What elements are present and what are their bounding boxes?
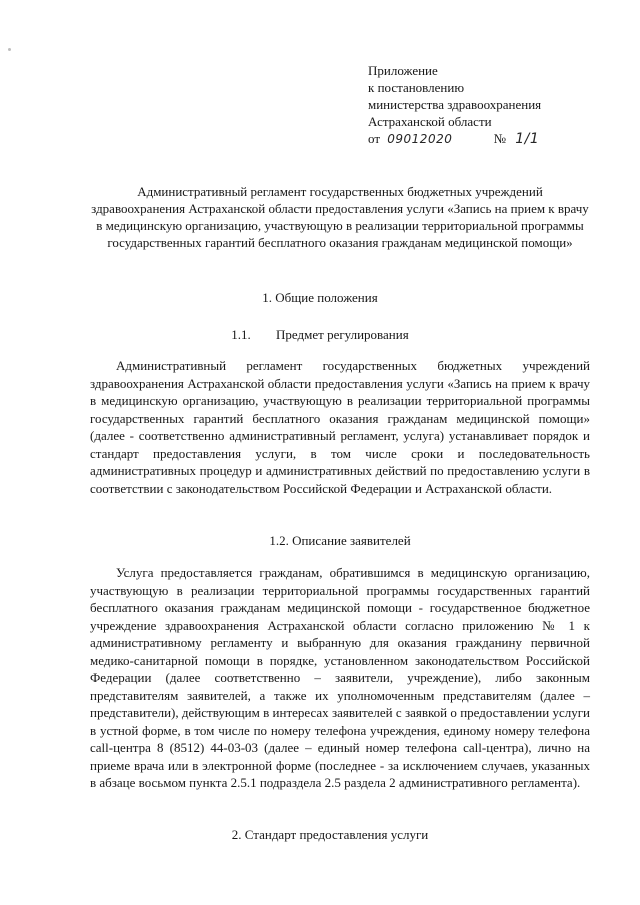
stamp-line-3: министерства здравоохранения: [368, 97, 542, 112]
stamp-date-number-line: [368, 130, 598, 150]
stamp-line-4: Астраханской области: [368, 114, 492, 129]
handwritten-date: 09012020: [387, 132, 453, 146]
scan-speck: [8, 48, 11, 51]
handwritten-number: 1/1: [515, 131, 540, 147]
approval-stamp: [368, 62, 598, 150]
stamp-from-label: от: [368, 131, 381, 146]
stamp-line-1: Приложение: [368, 63, 438, 78]
paragraph-applicants: Услуга предоставляется гражданам, обратившимся в медицинскую организацию, участвующую в реализации территориальной программы государственных гарантий бесплатного оказания гражданам медицинской помощи - государственное бюджетное учреждение здравоохранения Астраханской области согласно приложению № 1 к административному регламенту и выбранную для оказания гражданину первичной медико-санитарной помощи в порядке, установленном законодательством Российской Федерации (далее соответственно – заявители, учреждение), либо законным представителям заявителей, а также их уполномоченным представителям (далее – представители), действующим в интересах заявителей с заявкой о предоставлении услуги в устной форме, в том числе по номеру телефона учреждения, единому номеру телефона call-центра 8 (8512) 44-03-03 (далее – единый номер телефона call-центра), лично на приеме врача или в электронной форме (последнее - за исключением случаев, указанных в абзаце восьмом пункта 2.5.1 подраздела 2.5 раздела 2 административного регламента).: [90, 565, 590, 790]
subsection-1-1-number: 1.1.: [231, 327, 251, 342]
stamp-number-label: №: [493, 131, 506, 146]
section-2-heading: 2. Стандарт предоставления услуги: [231, 827, 429, 842]
subsection-1-2-heading: 1.2. Описание заявителей: [269, 533, 411, 548]
paragraph-regulation-subject: Административный регламент государственных бюджетных учреждений здравоохранения Астраханской области предоставления услуги «Запись на прием к врачу в медицинскую организацию, участвующую в реализации территориальной программы государственных гарантий бесплатного оказания гражданам медицинской помощи» (далее - соответственно административный регламент, услуга) устанавливает порядок и стандарт предоставления услуги, в том числе сроки и последовательность административных процедур и административных действий по предоставлению услуги в соответствии с законодательством Российской Федерации и Астраханской области.: [90, 358, 590, 496]
subsection-1-1-title: Предмет регулирования: [276, 327, 409, 342]
section-1-heading: 1. Общие положения: [262, 290, 378, 305]
document-title: Административный регламент государственных бюджетных учреждений здравоохранения Астраханской области предоставления услуги «Запись на прием к врачу в медицинскую организацию, участвующую в реализации территориальной программы государственных гарантий бесплатного оказания гражданам медицинской помощи»: [91, 184, 589, 250]
stamp-line-2: к постановлению: [368, 80, 465, 95]
subsection-1-1-heading: [0, 326, 640, 343]
